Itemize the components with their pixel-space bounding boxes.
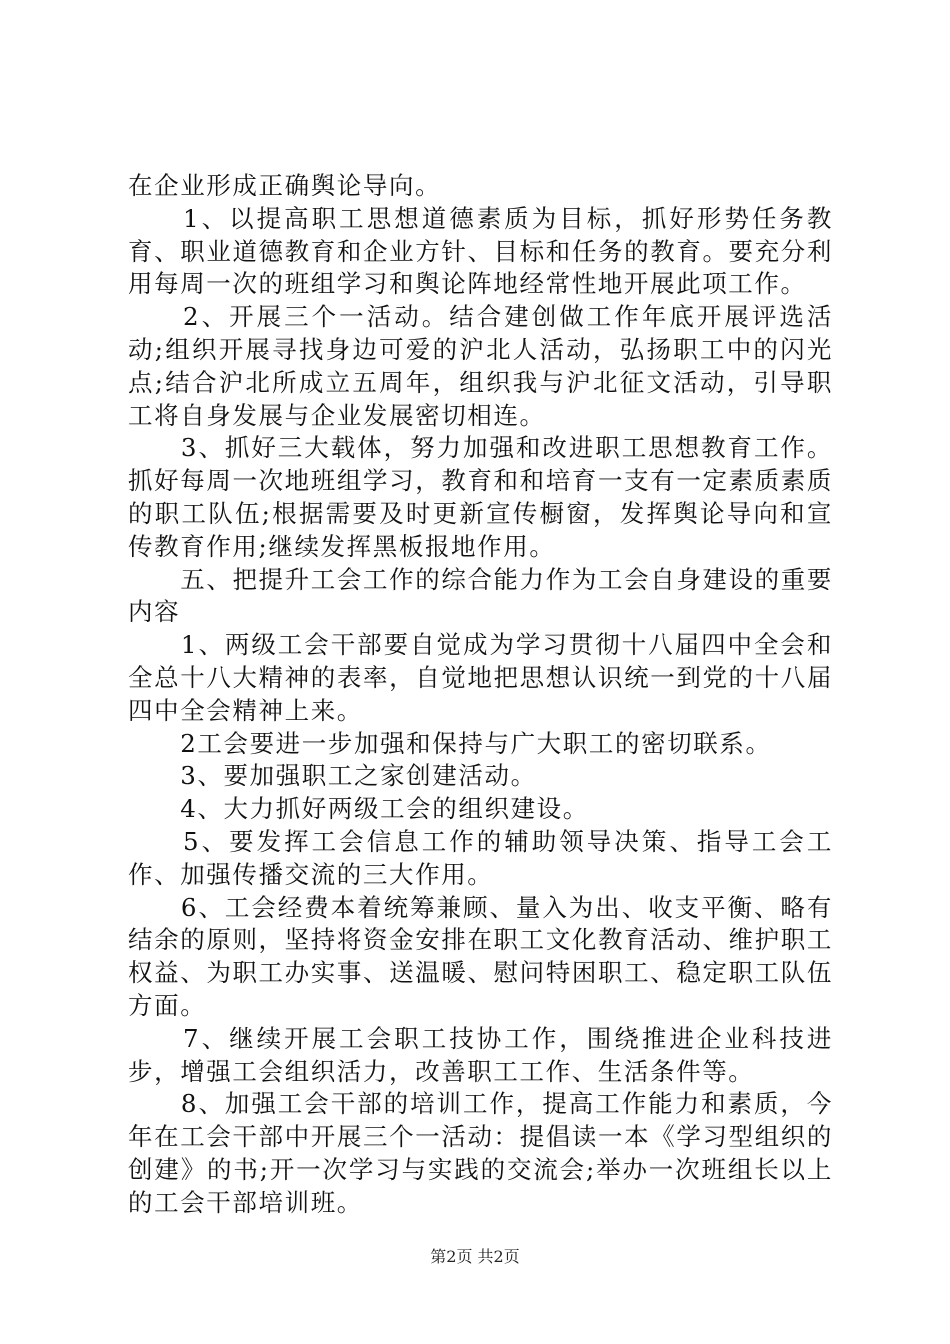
paragraph: 2工会要进一步加强和保持与广大职工的密切联系。 bbox=[128, 728, 772, 758]
paragraph: 8、加强工会干部的培训工作，提高工作能力和素质，今年在工会干部中开展三个一活动：提倡读一本《学习型组织的创建》的书;开一次学习与实践的交流会;举办一次班组长以上的工会干部培训班。 bbox=[128, 1089, 833, 1217]
paragraph: 在企业形成正确舆论导向。 bbox=[128, 171, 442, 200]
section-heading: 五、把提升工会工作的综合能力作为工会自身建设的重要内容 bbox=[128, 564, 833, 627]
document-body bbox=[128, 170, 833, 1220]
paragraph: 1、以提高职工思想道德素质为目标，抓好形势任务教育、职业道德教育和企业方针、目标和任务的教育。要充分利用每周一次的班组学习和舆论阵地经常性地开展此项工作。 bbox=[128, 203, 833, 299]
paragraph: 7、继续开展工会职工技协工作，围绕推进企业科技进步，增强工会组织活力，改善职工工作、生活条件等。 bbox=[128, 1023, 833, 1086]
paragraph: 3、抓好三大载体，努力加强和改进职工思想教育工作。抓好每周一次地班组学习，教育和和培育一支有一定素质素质的职工队伍;根据需要及时更新宣传橱窗，发挥舆论导向和宣传教育作用;继续发挥黑板报地作用。 bbox=[128, 433, 833, 561]
paragraph: 5、要发挥工会信息工作的辅助领导决策、指导工会工作、加强传播交流的三大作用。 bbox=[128, 826, 833, 889]
paragraph: 4、大力抓好两级工会的组织建设。 bbox=[128, 794, 589, 824]
page-number: 第2页 共2页 bbox=[430, 1247, 520, 1266]
paragraph: 3、要加强职工之家创建活动。 bbox=[128, 761, 537, 791]
paragraph: 6、工会经费本着统筹兼顾、量入为出、收支平衡、略有结余的原则，坚持将资金安排在职工文化教育活动、维护职工权益、为职工办实事、送温暖、慰问特困职工、稳定职工队伍方面。 bbox=[128, 892, 833, 1020]
page-footer bbox=[0, 1244, 950, 1267]
paragraph: 2、开展三个一活动。结合建创做工作年底开展评选活动;组织开展寻找身边可爱的沪北人活动，弘扬职工中的闪光点;结合沪北所成立五周年，组织我与沪北征文活动，引导职工将自身发展与企业发展密切相连。 bbox=[128, 302, 833, 430]
paragraph: 1、两级工会干部要自觉成为学习贯彻十八届四中全会和全总十八大精神的表率，自觉地把思想认识统一到党的十八届四中全会精神上来。 bbox=[128, 630, 833, 725]
